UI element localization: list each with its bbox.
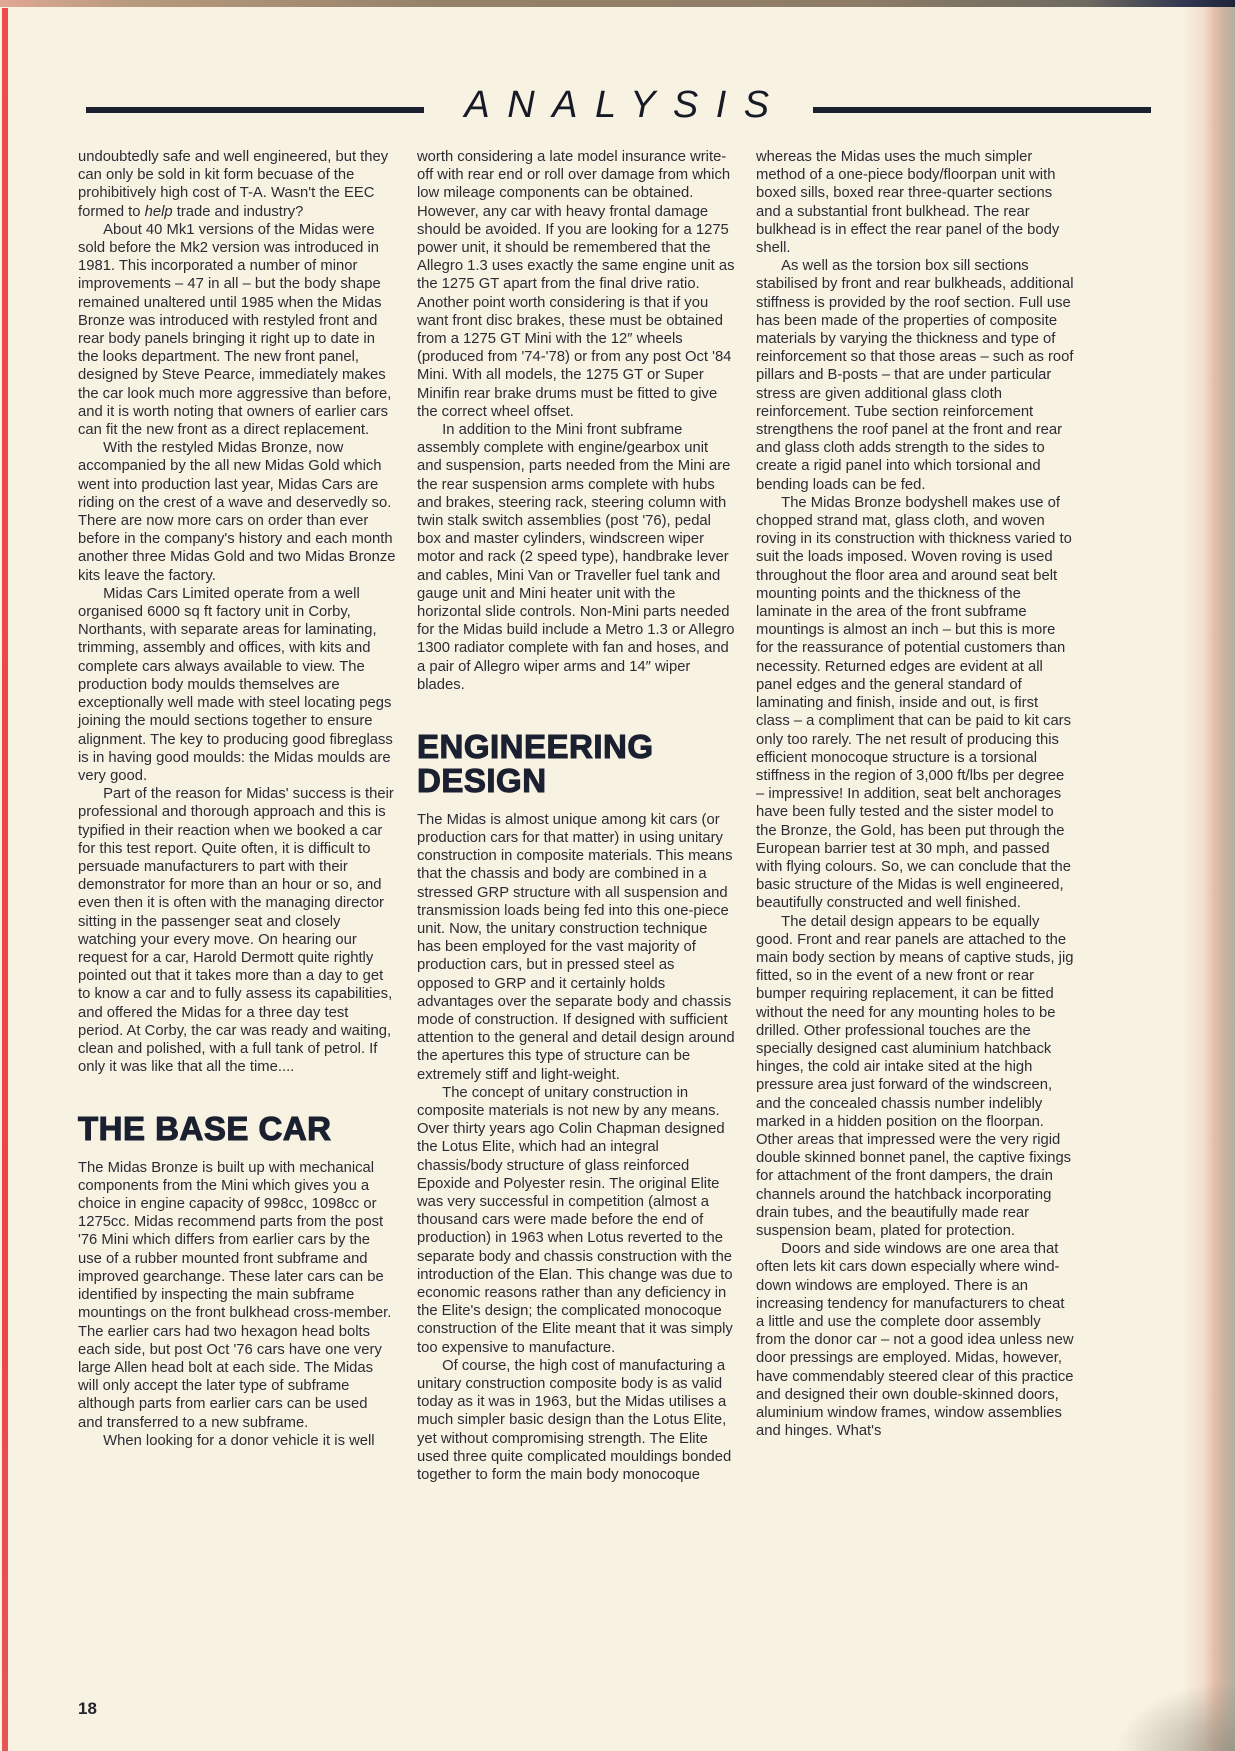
paragraph: When looking for a donor vehicle it is well xyxy=(103,1432,375,1449)
page-title: ANALYSIS xyxy=(464,84,787,126)
masthead-rule-left xyxy=(86,107,424,113)
masthead xyxy=(86,84,1151,131)
column-2 xyxy=(417,148,735,1484)
paragraph: About 40 Mk1 versions of the Midas were sold before the Mk2 version was introduced in 1981. This incorporated a number of minor improvements – 47 in all – but the body shape remained unaltered until 1985 when the Midas Bronze was introduced with restyled front and rear body panels bringing it right up to date in the looks department. The new front panel, designed by Steve Pearce, immediately makes the car look much more aggressive than before, and it is worth noting that owners of earlier cars can fit the new front as a direct replacement. xyxy=(78,221,392,439)
paragraph: The concept of unitary construction in composite materials is not new by any means. Over thirty years ago Colin Chapman designed the Lotus Elite, which had an integral chassis/body structure of glass reinforced Epoxide and Polyester resin. The original Elite was very successful in competition (almost a thousand cars were made before the end of production) in 1963 when Lotus reverted to the separate body and chassis construction with the introduction of the Elan. This change was due to economic reasons rather than any deficiency in the Elite's design; the complicated monocoque construction of the Elite meant that it was simply too expensive to manufacture. xyxy=(417,1084,733,1356)
paragraph xyxy=(78,148,396,221)
paragraph: Of course, the high cost of manufacturing a unitary construction composite body is as valid today as it was in 1963, but the Midas utilises a much simpler basic design than the Lotus Elite, yet without compromising strength. The Elite used three quite complicated mouldings bonded together to form the main body monocoque xyxy=(417,1357,732,1484)
paragraph: The Midas Bronze bodyshell makes use of chopped strand mat, glass cloth, and woven roving in its construction with thickness varied to suit the loads imposed. Woven roving is used throughout the floor area and around seat belt mounting points and the thickness of the laminate in the area of the front subframe mountings is almost an inch – but this is more for the reassurance of potential customers than necessity. Returned edges are evident at all panel edges and the general standard of laminating and finish, inside and out, is first class – a compliment that can be paid to kit cars only too rarely. The net result of producing this efficient monocoque structure is a torsional stiffness in the region of 3,000 ft/lbs per degree – impressive! In addition, seat belt anchorages have been fully tested and the sister model to the Bronze, the Gold, has been put through the European barrier test at 30 mph, and passed with flying colours. So, we can conclude that the basic structure of the Midas is well engineered, beautifully constructed and well finished. xyxy=(756,494,1072,912)
column-3 xyxy=(756,148,1074,1484)
scan-edge-left-red-strip xyxy=(2,8,8,1751)
paragraph: Midas Cars Limited operate from a well organised 6000 sq ft factory unit in Corby, Northants, with separate areas for laminating, trimming, assembly and offices, with kits and complete cars always available to view. The production body moulds themselves are exceptionally well made with steel locating pegs joining the mould sections together to ensure alignment. The key to producing good fibreglass is in having good moulds: the Midas moulds are very good. xyxy=(78,585,393,784)
paragraph: worth considering a late model insurance write-off with rear end or roll over damage from which low mileage components can be obtained. However, any car with heavy frontal damage should be avoided. If you are looking for a 1275 power unit, it should be remembered that the Allegro 1.3 uses exactly the same engine unit as the 1275 GT apart from the final drive ratio. Another point worth considering is that if you want front disc brakes, these must be obtained from a 1275 GT Mini with the 12″ wheels (produced from '74-'78) or from any post Oct '84 Mini. With all models, the 1275 GT or Super Minifin rear brake drums must be fitted to give the correct wheel offset. xyxy=(417,149,735,420)
masthead-rule-right xyxy=(813,107,1151,113)
section-heading-engineering-design: ENGINEERING DESIGN xyxy=(417,728,654,800)
section-heading-the-base-car: THE BASE CAR xyxy=(78,1110,332,1148)
paragraph: Doors and side windows are one area that often lets kit cars down especially where wind-down windows are employed. There is an increasing tendency for manufacturers to cheat a little and use the complete door assembly from the donor car – not a good idea unless new door pressings are employed. Midas, however, have commendably steered clear of this practice and designed their own double-skinned doors, aluminium window frames, window assemblies and hinges. What's xyxy=(756,1241,1074,1440)
paragraph: whereas the Midas uses the much simpler method of a one-piece body/floorpan unit with boxed sills, boxed rear three-quarter sections and a substantial front bulkhead. The rear bulkhead is in effect the rear panel of the body shell. xyxy=(756,149,1060,257)
paragraph: The Midas is almost unique among kit cars (or production cars for that matter) in using unitary construction in composite materials. This means that the chassis and body are combined in a stressed GRP structure with all suspension and transmission loads being fed into this one-piece unit. Now, the unitary construction technique has been employed for the vast majority of production cars, but in pressed steel as opposed to GRP and it certainly holds advantages over the separate body and chassis mode of construction. If designed with sufficient attention to the general and detail design around the apertures this type of structure can be extremely stiff and light-weight. xyxy=(417,811,735,1083)
article-columns xyxy=(78,148,1074,1484)
paragraph-text: undoubtedly safe and well engineered, but they can only be sold in kit form becuase of the prohibitively high cost of T-A. Wasn't the EEC formed to xyxy=(78,149,389,220)
scan-edge-top xyxy=(0,0,1235,7)
paragraph: The Midas Bronze is built up with mechanical components from the Mini which gives you a choice in engine capacity of 998cc, 1098cc or 1275cc. Midas recommend parts from the post '76 Mini which differs from earlier cars by the use of a rubber mounted front subframe and improved gearchange. These later cars can be identified by inspecting the main subframe mountings on the front bulkhead cross-member. The earlier cars had two hexagon head bolts each side, but post Oct '76 cars have one very large Allen head bolt at each side. The Midas will only accept the later type of subframe although parts from earlier cars can be used and transferred to a new subframe. xyxy=(78,1159,392,1431)
paragraph: With the restyled Midas Bronze, now accompanied by the all new Midas Gold which went into production last year, Midas Cars are riding on the crest of a wave and deservedly so. There are now more cars on order than ever before in the company's history and each month another three Midas Gold and two Midas Bronze kits leave the factory. xyxy=(78,440,396,584)
paragraph: As well as the torsion box sill sections stabilised by front and rear bulkheads, additional stiffness is provided by the roof section. Full use has been made of the properties of composite materials by varying the thickness and type of reinforcement so that those areas – such as roof pillars and B-posts – that are under particular stress are given additional glass cloth reinforcement. Tube section reinforcement strengthens the roof panel at the front and rear and glass cloth adds strength to the sides to create a rigid panel into which torsional and bending loads can be fed. xyxy=(756,258,1074,493)
page-number: 18 xyxy=(78,1699,97,1718)
paragraph-text: trade and industry? xyxy=(172,203,304,220)
paragraph: The detail design appears to be equally good. Front and rear panels are attached to the main body section by means of captive studs, jig fitted, so in the event of a new front or rear bumper requiring replacement, it can be fitted without the need for any mounting holes to be drilled. Other professional touches are the specially designed cast aluminium hatchback hinges, the cold air intake sited at the high pressure area just forward of the windscreen, and the concealed chassis number indelibly marked in a hidden position on the floorpan. Other areas that impressed were the very rigid double skinned bonnet panel, the captive fixings for attachment of the front dampers, the drain channels around the hatchback incorporating drain tubes, and the beautifully made rear suspension beam, plated for protection. xyxy=(756,913,1074,1239)
scan-corner-shadow xyxy=(1115,1681,1235,1751)
paragraph: In addition to the Mini front subframe assembly complete with engine/gearbox unit and suspension, parts needed from the Mini are the rear suspension arms complete with hubs and brakes, steering rack, steering column with twin stalk switch assemblies (post '76), pedal box and master cylinders, windscreen wiper motor and rack (2 speed type), handbrake lever and cables, Mini Van or Traveller fuel tank and gauge unit and Mini heater unit with the horizontal slide controls. Non-Mini parts needed for the Midas build include a Metro 1.3 or Allegro 1300 radiator complete with fan and hoses, and a pair of Allegro wiper arms and 14″ wiper blades. xyxy=(417,422,735,693)
italic-word: help xyxy=(144,203,173,220)
column-1 xyxy=(78,148,396,1484)
paragraph: Part of the reason for Midas' success is their professional and thorough approach and this is typified in their reaction when we booked a car for this test report. Quite often, it is difficult to persuade manufacturers to part with their demonstrator for more than an hour or so, and even then it is often with the managing director sitting in the passenger seat and closely watching your every move. On hearing our request for a car, Harold Dermott quite rightly pointed out that it takes more than a day to get to know a car and to fully assess its capabilities, and offered the Midas for a three day test period. At Corby, the car was ready and waiting, clean and polished, with a full tank of petrol. If only it was like that all the time.... xyxy=(78,786,394,1076)
scan-edge-right xyxy=(1183,7,1235,1751)
